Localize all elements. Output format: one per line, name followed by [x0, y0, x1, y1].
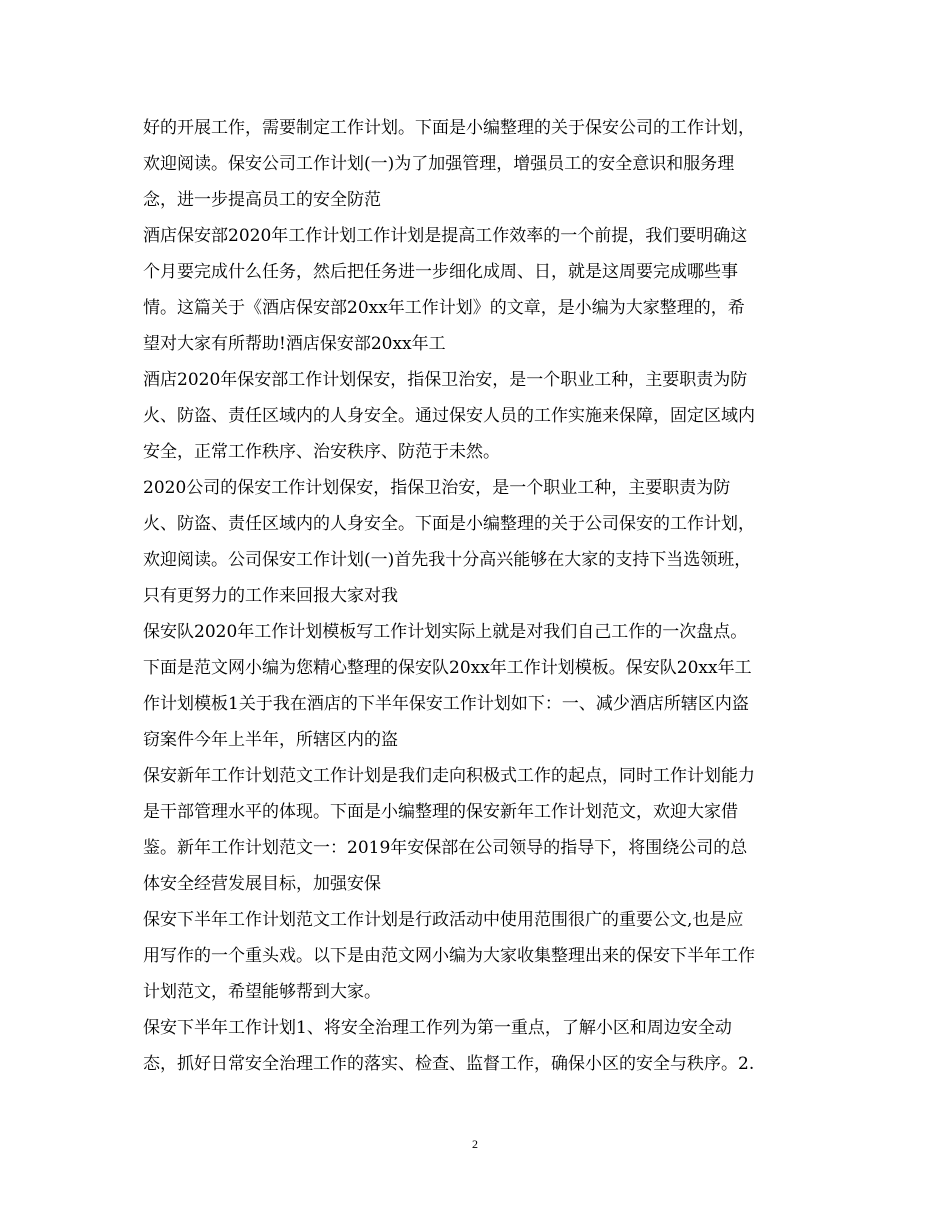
text-line: 是干部管理水平的体现。下面是小编整理的保安新年工作计划范文，欢迎大家借	[143, 802, 738, 822]
text-line: 用写作的一个重头戏。以下是由范文网小编为大家收集整理出来的保安下半年工作	[143, 946, 755, 966]
text-line: 保安新年工作计划范文工作计划是我们走向积极式工作的起点，同时工作计划能力	[143, 766, 755, 786]
text-line: 个月要完成什么任务，然后把任务进一步细化成周、日，就是这周要完成哪些事	[143, 262, 738, 282]
document-body	[143, 110, 823, 1082]
text-line: 保安下半年工作计划1、将安全治理工作列为第一重点，了解小区和周边安全动	[143, 1018, 732, 1038]
text-line: 作计划模板1关于我在酒店的下半年保安工作计划如下：一、减少酒店所辖区内盗	[143, 694, 749, 714]
text-line: 体安全经营发展目标，加强安保	[143, 874, 381, 894]
text-line: 念，进一步提高员工的安全防范	[143, 190, 381, 210]
text-line: 态，抓好日常安全治理工作的落实、检查、监督工作，确保小区的安全与秩序。2.	[143, 1054, 755, 1074]
text-line: 欢迎阅读。保安公司工作计划(一)为了加强管理，增强员工的安全意识和服务理	[143, 154, 735, 174]
text-line: 情。这篇关于《酒店保安部20xx年工作计划》的文章，是小编为大家整理的，希	[143, 298, 745, 318]
text-line: 只有更努力的工作来回报大家对我	[143, 586, 398, 606]
text-line: 鉴。新年工作计划范文一：2019年安保部在公司领导的指导下，将围绕公司的总	[143, 838, 748, 858]
text-line: 欢迎阅读。公司保安工作计划(一)首先我十分高兴能够在大家的支持下当选领班，	[143, 550, 752, 570]
text-line: 火、防盗、责任区域内的人身安全。通过保安人员的工作实施来保障，固定区域内	[143, 406, 755, 426]
text-line: 安全，正常工作秩序、治安秩序、防范于未然。	[143, 442, 500, 462]
text-line: 保安下半年工作计划范文工作计划是行政活动中使用范围很广的重要公文,也是应	[143, 910, 744, 930]
text-line: 计划范文，希望能够帮到大家。	[143, 982, 381, 1002]
page-number: 2	[472, 1137, 478, 1151]
text-line: 好的开展工作，需要制定工作计划。下面是小编整理的关于保安公司的工作计划，	[143, 118, 755, 138]
text-line: 窃案件今年上半年，所辖区内的盗	[143, 730, 398, 750]
text-line: 保安队2020年工作计划模板写工作计划实际上就是对我们自己工作的一次盘点。	[143, 622, 748, 642]
text-line: 2020公司的保安工作计划保安，指保卫治安，是一个职业工种，主要职责为防	[143, 478, 731, 498]
text-line: 望对大家有所帮助!酒店保安部20xx年工	[143, 334, 446, 354]
text-line: 酒店2020年保安部工作计划保安，指保卫治安，是一个职业工种，主要职责为防	[143, 370, 748, 390]
text-line: 下面是范文网小编为您精心整理的保安队20xx年工作计划模板。保安队20xx年工	[143, 658, 752, 678]
text-line: 酒店保安部2020年工作计划工作计划是提高工作效率的一个前提，我们要明确这	[143, 226, 748, 246]
text-line: 火、防盗、责任区域内的人身安全。下面是小编整理的关于公司保安的工作计划，	[143, 514, 755, 534]
